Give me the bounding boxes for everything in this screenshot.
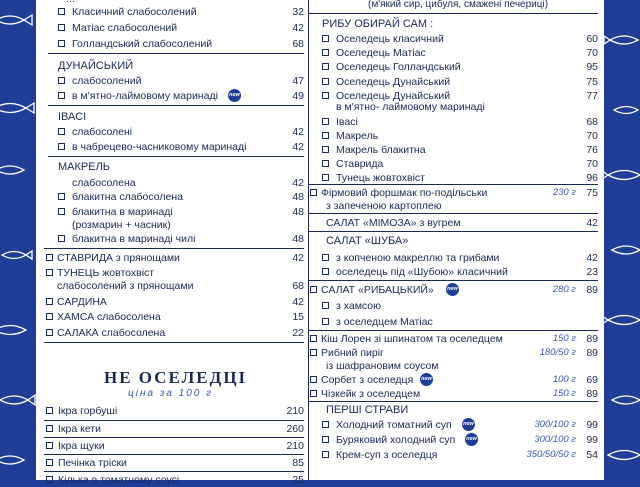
checkbox[interactable]	[46, 425, 53, 432]
checkbox[interactable]	[58, 235, 65, 242]
list-item[interactable]: з оселедцем Матіас	[306, 315, 598, 329]
list-item[interactable]: Оселедець Дунайський 75	[306, 75, 598, 89]
checkbox[interactable]	[322, 174, 329, 181]
list-item-note: з запеченою картоплею	[326, 200, 442, 212]
list-item[interactable]: Сорбет з оселедця new 100 г 69	[306, 373, 598, 387]
list-item[interactable]: Чізкейк з оселедцем 150 г 89	[306, 387, 598, 401]
checkbox[interactable]	[310, 286, 317, 293]
checkbox[interactable]	[58, 143, 65, 150]
checkbox[interactable]	[322, 92, 329, 99]
list-item[interactable]: САРДИНА 42	[44, 295, 304, 309]
list-item[interactable]: Івасі 68	[306, 115, 598, 129]
checkbox[interactable]	[310, 189, 317, 196]
list-item[interactable]: Оселедець Дунайський 77	[306, 89, 598, 103]
new-badge-icon: new	[465, 433, 478, 446]
checkbox[interactable]	[58, 193, 65, 200]
checkbox[interactable]	[46, 329, 53, 336]
checkbox[interactable]	[322, 118, 329, 125]
list-item[interactable]: Печінка тріски 85	[44, 456, 304, 470]
section-title-soups: ПЕРШІ СТРАВИ	[326, 404, 409, 416]
section-title-not-herring: НЕ ОСЕЛЕДЦІ	[104, 368, 248, 387]
list-item[interactable]: в чабрецево-часниковому маринаді 42	[44, 140, 304, 154]
checkbox[interactable]	[58, 40, 65, 47]
divider	[44, 342, 304, 343]
checkbox[interactable]	[58, 128, 65, 135]
checkbox[interactable]	[322, 146, 329, 153]
list-item[interactable]: Холодний томатний суп new 300/100 г 99	[306, 418, 598, 432]
new-badge-icon: new	[446, 283, 459, 296]
new-badge-icon: new	[420, 373, 433, 386]
checkbox[interactable]	[46, 298, 53, 305]
list-item[interactable]: Кіш Лорен зі шпинатом та оселедцем 150 г 89	[306, 332, 598, 346]
checkbox[interactable]	[322, 421, 329, 428]
divider	[308, 401, 598, 402]
new-badge-icon: new	[462, 418, 475, 431]
checkbox[interactable]	[46, 269, 53, 276]
divider	[44, 248, 304, 249]
section-title-ivasi: ІВАСІ	[58, 111, 87, 123]
right-column	[306, 0, 598, 480]
list-item[interactable]: САЛАКА слабосолена 22	[44, 326, 304, 340]
list-item[interactable]: Класичний слабосолений 32	[44, 5, 304, 19]
fish-pattern-left	[0, 0, 36, 480]
list-item[interactable]: Макрель блакитна 76	[306, 143, 598, 157]
section-title-choose: РИБУ ОБИРАЙ САМ :	[322, 18, 434, 30]
checkbox[interactable]	[322, 318, 329, 325]
divider	[44, 471, 304, 472]
checkbox[interactable]	[46, 459, 53, 466]
list-item[interactable]: ХАМСА слабосолена 15	[44, 310, 304, 324]
divider	[308, 184, 598, 185]
list-item[interactable]: блакитна слабосолена 48	[44, 190, 304, 204]
list-item[interactable]: Макрель 70	[306, 129, 598, 143]
checkbox[interactable]	[310, 335, 317, 342]
list-item-note: в м'ятно- лаймовому маринаді	[336, 101, 485, 113]
list-item[interactable]: блакитна в маринаді чилі 48	[44, 232, 304, 246]
divider	[308, 213, 598, 214]
list-item[interactable]: Крем-суп з оселедця 350/50/50 г 54	[306, 448, 598, 462]
list-item[interactable]: САЛАТ «РИБАЦЬКИЙ» new 280 г 89	[306, 283, 598, 297]
checkbox[interactable]	[58, 208, 65, 215]
checkbox[interactable]	[46, 254, 53, 261]
list-item[interactable]: Ставрида 70	[306, 157, 598, 171]
list-item[interactable]: Фірмовий форшмак по-подільськи 230 г 75	[306, 186, 598, 200]
list-item[interactable]: Ікра кети 260	[44, 422, 304, 436]
list-item[interactable]: САЛАТ «МІМОЗА» з вугрем 42	[326, 217, 598, 229]
checkbox[interactable]	[58, 24, 65, 31]
divider	[308, 280, 598, 281]
checkbox[interactable]	[46, 407, 53, 414]
left-column	[44, 0, 304, 486]
checkbox[interactable]	[322, 63, 329, 70]
checkbox[interactable]	[322, 35, 329, 42]
fish-pattern-right	[604, 0, 640, 480]
list-item[interactable]: Голландський слабосолений 68	[44, 37, 304, 51]
list-item-note: із шафрановим соусом	[326, 360, 439, 372]
checkbox[interactable]	[58, 8, 65, 15]
list-item[interactable]: оселедець під «Шубою» класичний 23	[306, 265, 598, 279]
checkbox[interactable]	[310, 390, 317, 397]
list-item[interactable]: Матіас слабосолений 42	[44, 21, 304, 35]
list-item[interactable]: блакитна в маринаді 48	[44, 205, 304, 219]
list-item[interactable]: Оселедець класичний 60	[306, 32, 598, 46]
divider	[308, 231, 598, 232]
divider	[48, 53, 304, 54]
list-item[interactable]: Оселедець Голландський 95	[306, 60, 598, 74]
list-item[interactable]: слабосолений 47	[44, 74, 304, 88]
divider	[44, 437, 304, 438]
checkbox[interactable]	[322, 254, 329, 261]
section-title-makrel: МАКРЕЛЬ	[58, 161, 111, 173]
list-item[interactable]: Ікра горбуші 210	[44, 404, 304, 418]
checkbox[interactable]	[322, 132, 329, 139]
section-title-shuba: САЛАТ «ШУБА»	[326, 235, 409, 247]
list-item[interactable]: Рибний пиріг 180/50 г 89	[306, 346, 598, 360]
checkbox[interactable]	[46, 442, 53, 449]
divider	[308, 330, 598, 331]
list-item[interactable]: Ікра щуки 210	[44, 439, 304, 453]
checkbox[interactable]	[322, 451, 329, 458]
list-item[interactable]: слабосолені 42	[44, 125, 304, 139]
checkbox[interactable]	[58, 77, 65, 84]
checkbox[interactable]	[58, 92, 65, 99]
checkbox[interactable]	[322, 78, 329, 85]
divider	[308, 13, 598, 14]
note-text: (м'який сир, цибуля, смажені печериці)	[368, 0, 549, 10]
section-title-dunai: ДУНАЙСЬКИЙ	[58, 60, 134, 72]
checkbox[interactable]	[322, 436, 329, 443]
list-item[interactable]: слабосолена 42	[72, 177, 304, 189]
divider	[44, 454, 304, 455]
list-item[interactable]: Буряковий холодний суп new 300/100 г 99	[306, 433, 598, 447]
divider	[48, 156, 304, 157]
list-item[interactable]: з копченою макреллю та грибами 42	[306, 251, 598, 265]
menu-page	[36, 0, 604, 486]
list-item-note: (розмарин + часник)	[72, 219, 171, 231]
new-badge-icon: new	[228, 89, 241, 102]
list-item[interactable]: Оселедець Матіас 70	[306, 46, 598, 60]
checkbox[interactable]	[322, 160, 329, 167]
checkbox[interactable]	[322, 302, 329, 309]
checkbox[interactable]	[46, 313, 53, 320]
list-item[interactable]: Кілька в томатному соусі 25	[44, 473, 304, 487]
list-item[interactable]: з хамсою	[306, 299, 598, 313]
checkbox[interactable]	[322, 268, 329, 275]
divider	[48, 105, 304, 106]
checkbox[interactable]	[322, 49, 329, 56]
list-item-note: слабосолений з прянощами 68	[57, 280, 304, 292]
checkbox[interactable]	[310, 349, 317, 356]
checkbox[interactable]	[310, 376, 317, 383]
list-item[interactable]: ТУНЕЦЬ жовтохвіст	[44, 266, 304, 280]
divider	[44, 420, 304, 421]
checkbox[interactable]	[46, 476, 53, 483]
list-item[interactable]: СТАВРИДА з прянощами 42	[44, 251, 304, 265]
list-item[interactable]: Тунець жовтохвіст 96	[306, 171, 598, 185]
price-per-100g-note: ціна за 100 г	[128, 388, 214, 399]
list-item[interactable]: в м'ятно-лаймовому маринаді new 49	[44, 89, 304, 103]
